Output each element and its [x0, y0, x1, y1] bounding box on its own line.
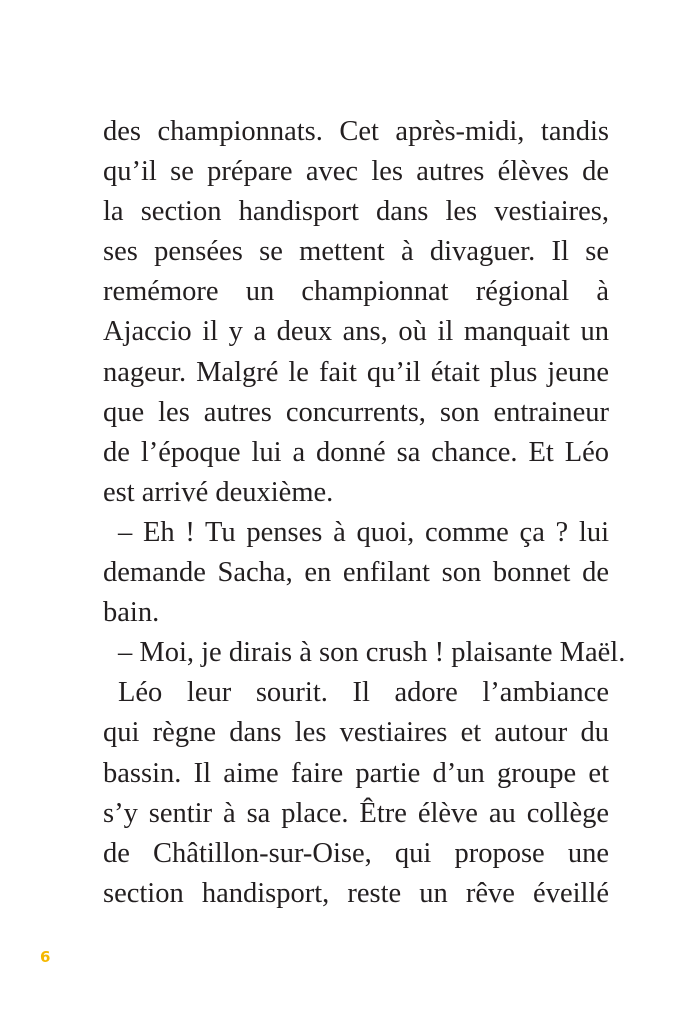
text-line: de l’époque lui a donné sa chance. Et Léo: [103, 436, 609, 468]
text-line: s’y sentir à sa place. Être élève au collège: [103, 797, 609, 829]
text-line: demande Sacha, en enfilant son bonnet de: [103, 557, 609, 589]
text-line: est arrivé deuxième.: [103, 476, 334, 508]
text-line: qu’il se prépare avec les autres élèves de: [103, 156, 609, 188]
body-text: [103, 112, 626, 914]
text-line: section handisport, reste un rêve éveillé: [103, 877, 609, 909]
text-line: des championnats. Cet après-midi, tandis: [103, 116, 609, 147]
text-line: Ajaccio il y a deux ans, où il manquait un: [103, 316, 609, 348]
text-line: de Châtillon-sur-Oise, qui propose une: [103, 837, 609, 869]
text-line: ses pensées se mettent à divaguer. Il se: [103, 236, 609, 268]
text-line: la section handisport dans les vestiaires,: [103, 196, 609, 228]
text-line: bain.: [103, 597, 160, 629]
text-line: remémore un championnat régional à: [103, 276, 609, 308]
text-line: – Moi, je dirais à son crush ! plaisante Maël.: [118, 637, 626, 669]
text-line: Léo leur sourit. Il adore l’ambiance: [118, 677, 609, 709]
text-line: nageur. Malgré le fait qu’il était plus jeune: [103, 356, 609, 388]
text-line: que les autres concurrents, son entraineur: [103, 396, 609, 428]
text-line: – Eh ! Tu penses à quoi, comme ça ? lui: [118, 516, 609, 548]
text-line: qui règne dans les vestiaires et autour du: [103, 717, 609, 749]
page-number: 6: [40, 948, 51, 966]
text-line: bassin. Il aime faire partie d’un groupe et: [103, 757, 609, 789]
